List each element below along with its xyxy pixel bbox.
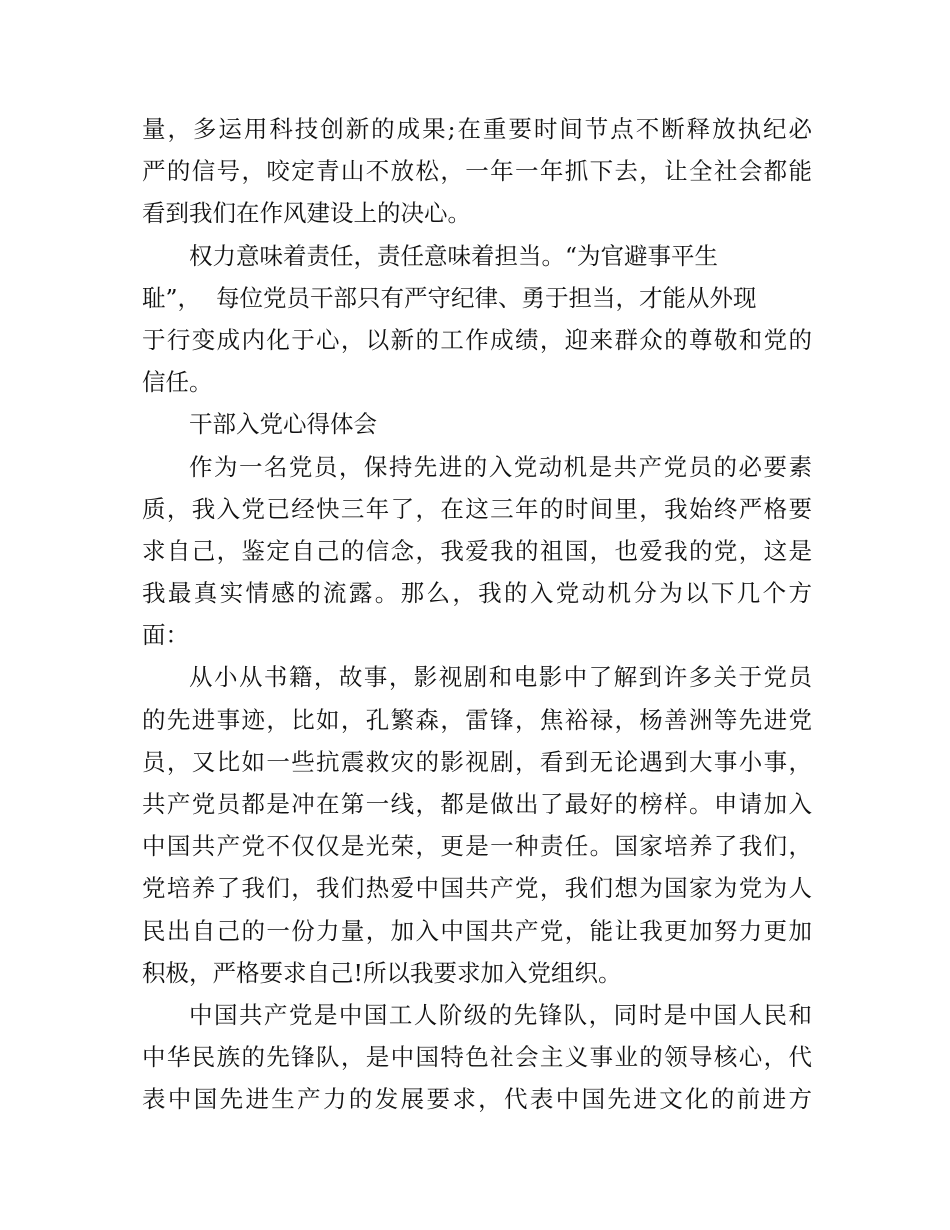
section-heading: 干部入党心得体会 [189,410,377,439]
text-line: 求自己，鉴定自己的信念，我爱我的祖国，也爱我的党，这是 [142,536,812,565]
text-line: 的先进事迹，比如，孔繁森，雷锋，焦裕禄，杨善洲等先进党 [142,705,812,734]
text-line: 量，多运用科技创新的成果;在重要时间节点不断释放执纪必 [142,115,812,143]
text-line: 中华民族的先锋队，是中国特色社会主义事业的领导核心，代 [142,1043,812,1072]
text-line: 我最真实情感的流露。那么，我的入党动机分为以下几个方 [142,579,812,608]
text-line: 共产党员都是冲在第一线，都是做出了最好的榜样。申请加入 [142,790,812,818]
text-line: 信任。 [142,368,213,397]
text-line: 于行变成内化于心，以新的工作成绩，迎来群众的尊敬和党的 [142,325,812,354]
text-line: 积极，严格要求自己!所以我要求加入党组织。 [142,958,622,987]
text-line: 员，又比如一些抗震救灾的影视剧，看到无论遇到大事小事， [142,747,812,776]
text-line: 党培养了我们，我们热爱中国共产党，我们想为国家为党为人 [142,874,812,903]
text-line: 中国共产党是中国工人阶级的先锋队，同时是中国人民和 [189,1000,812,1029]
text-line: 权力意味着责任，责任意味着担当。“为官避事平生 [189,241,719,270]
text-line: 质，我入党已经快三年了，在这三年的时间里，我始终严格要 [142,494,812,523]
text-line: 表中国先进生产力的发展要求，代表中国先进文化的前进方 [142,1085,812,1114]
text-line: 耻”， 每位党员干部只有严守纪律、勇于担当，才能从外现 [142,283,757,312]
text-line: 从小从书籍，故事，影视剧和电影中了解到许多关于党员 [189,663,812,692]
document-body [142,108,812,1121]
text-line: 面： [142,621,189,650]
text-line: 看到我们在作风建设上的决心。 [142,199,471,228]
text-line: 中国共产党不仅仅是光荣，更是一种责任。国家培养了我们， [142,832,812,861]
text-line: 作为一名党员，保持先进的入党动机是共产党员的必要素 [189,452,812,481]
text-line: 严的信号，咬定青山不放松，一年一年抓下去，让全社会都能 [142,157,812,186]
text-line: 民出自己的一份力量，加入中国共产党，能让我更加努力更加 [142,916,812,945]
